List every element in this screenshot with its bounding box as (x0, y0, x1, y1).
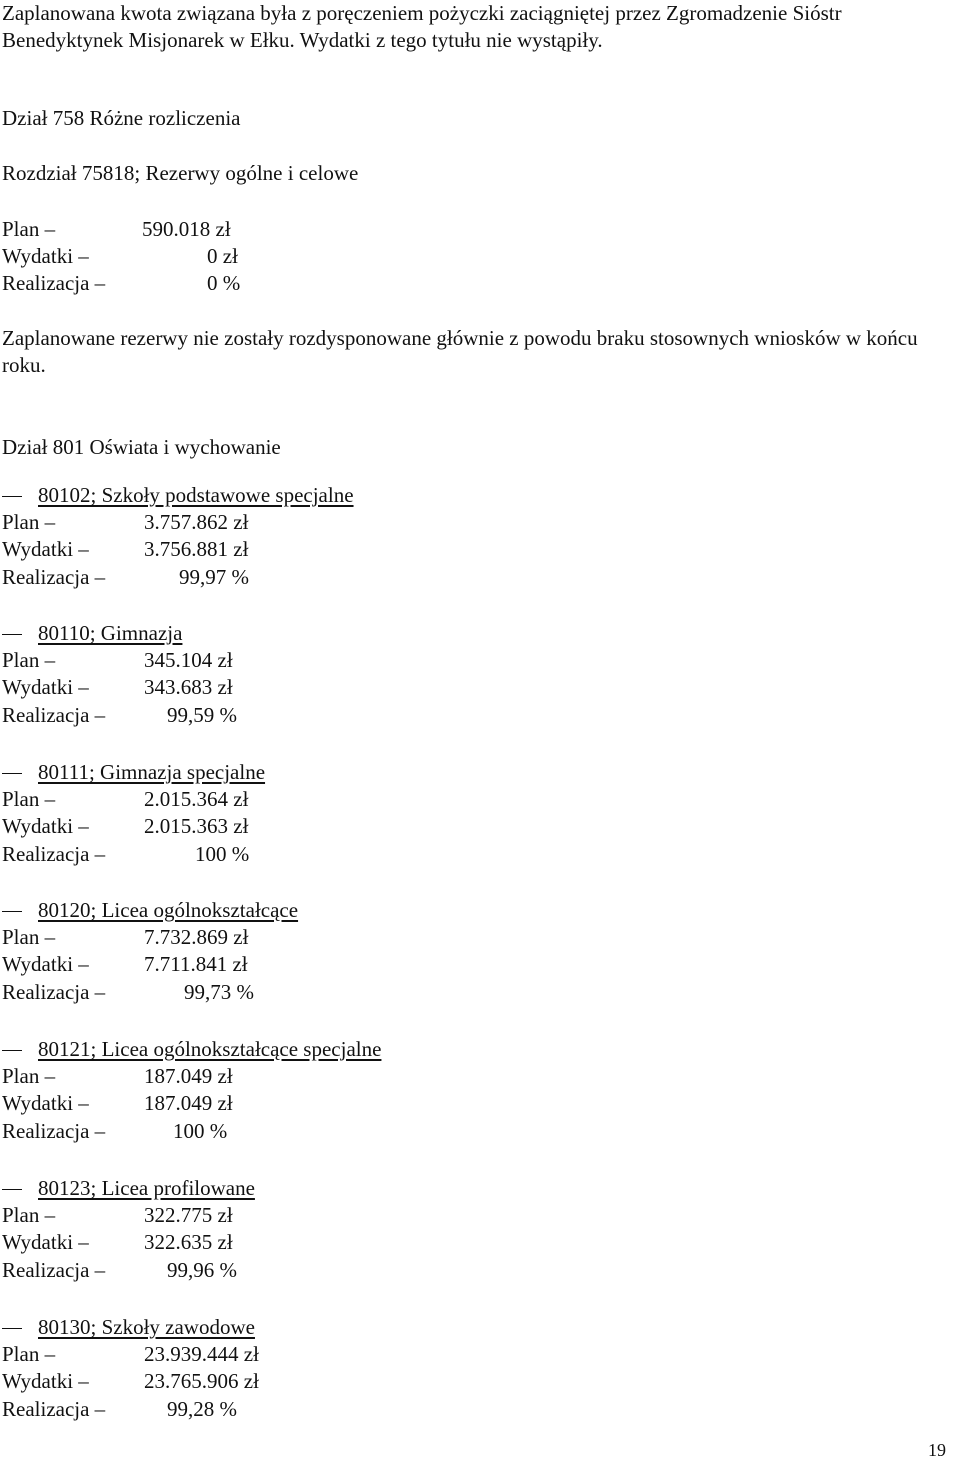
plan-row (2, 1202, 233, 1229)
realizacja-value: 100 % (173, 1119, 228, 1143)
section-title: 80120; Licea ogólnokształcące (38, 898, 299, 922)
realizacja-row (2, 270, 241, 297)
section-title: 80123; Licea profilowane (38, 1176, 255, 1200)
wydatki-label: Wydatki – (2, 244, 89, 268)
realizacja-value: 100 % (195, 842, 250, 866)
plan-row (2, 1341, 259, 1368)
dash-bullet (2, 496, 22, 497)
plan-label: Plan – (2, 925, 56, 949)
realizacja-label: Realizacja – (2, 980, 106, 1004)
realizacja-row (2, 1118, 228, 1145)
wydatki-value: 0 zł (207, 244, 238, 268)
page-number: 19 (928, 1440, 946, 1460)
wydatki-row (2, 951, 248, 978)
dzial-801-heading: Dział 801 Oświata i wychowanie (2, 435, 281, 459)
wydatki-row (2, 536, 249, 563)
realizacja-value: 99,96 % (167, 1258, 237, 1282)
realizacja-label: Realizacja – (2, 271, 106, 295)
dash-bullet (2, 1050, 22, 1051)
section-heading (2, 1175, 255, 1202)
wydatki-value: 322.635 zł (144, 1230, 233, 1254)
wydatki-row (2, 1229, 233, 1256)
plan-label: Plan – (2, 787, 56, 811)
wydatki-label: Wydatki – (2, 1369, 89, 1393)
wydatki-value: 23.765.906 zł (144, 1369, 259, 1393)
wydatki-row (2, 1090, 233, 1117)
realizacja-row (2, 564, 249, 591)
realizacja-value: 99,97 % (179, 565, 249, 589)
section-title: 80110; Gimnazja (38, 621, 183, 645)
section-heading (2, 1314, 255, 1341)
wydatki-value: 187.049 zł (144, 1091, 233, 1115)
plan-value: 590.018 zł (142, 217, 231, 241)
plan-label: Plan – (2, 1203, 56, 1227)
wydatki-row (2, 1368, 259, 1395)
plan-label: Plan – (2, 1342, 56, 1366)
wydatki-label: Wydatki – (2, 952, 89, 976)
section-title: 80111; Gimnazja specjalne (38, 760, 266, 784)
plan-value: 345.104 zł (144, 648, 233, 672)
wydatki-row (2, 243, 238, 270)
dash-bullet (2, 1328, 22, 1329)
plan-label: Plan – (2, 217, 56, 241)
realizacja-value: 99,28 % (167, 1397, 237, 1421)
wydatki-value: 3.756.881 zł (144, 537, 249, 561)
plan-row (2, 1063, 233, 1090)
realizacja-label: Realizacja – (2, 1119, 106, 1143)
wydatki-row (2, 674, 233, 701)
section-title: 80102; Szkoły podstawowe specjalne (38, 483, 354, 507)
dash-bullet (2, 911, 22, 912)
plan-row (2, 509, 249, 536)
dzial-758-heading: Dział 758 Różne rozliczenia (2, 106, 241, 130)
section-title: 80121; Licea ogólnokształcące specjalne (38, 1037, 382, 1061)
wydatki-row (2, 813, 249, 840)
realizacja-row (2, 841, 250, 868)
wydatki-label: Wydatki – (2, 814, 89, 838)
plan-value: 7.732.869 zł (144, 925, 249, 949)
dash-bullet (2, 1189, 22, 1190)
dash-bullet (2, 634, 22, 635)
plan-value: 3.757.862 zł (144, 510, 249, 534)
section-title: 80130; Szkoły zawodowe (38, 1315, 255, 1339)
section-heading (2, 482, 354, 509)
realizacja-label: Realizacja – (2, 1397, 106, 1421)
wydatki-value: 343.683 zł (144, 675, 233, 699)
realizacja-label: Realizacja – (2, 842, 106, 866)
wydatki-label: Wydatki – (2, 675, 89, 699)
realizacja-row (2, 979, 254, 1006)
wydatki-label: Wydatki – (2, 1230, 89, 1254)
section-heading (2, 1036, 381, 1063)
realizacja-value: 0 % (207, 271, 241, 295)
wydatki-value: 7.711.841 zł (144, 952, 248, 976)
plan-row (2, 216, 231, 243)
plan-row (2, 647, 233, 674)
section-heading (2, 897, 298, 924)
dash-bullet (2, 773, 22, 774)
rezerwy-note: Zaplanowane rezerwy nie zostały rozdysponowane głównie z powodu braku stosownych wniosków w końcu roku. (2, 326, 918, 377)
realizacja-value: 99,59 % (167, 703, 237, 727)
plan-value: 23.939.444 zł (144, 1342, 259, 1366)
plan-value: 2.015.364 zł (144, 787, 249, 811)
wydatki-value: 2.015.363 zł (144, 814, 249, 838)
section-heading (2, 759, 265, 786)
realizacja-value: 99,73 % (184, 980, 254, 1004)
plan-value: 322.775 zł (144, 1203, 233, 1227)
realizacja-row (2, 1257, 237, 1284)
wydatki-label: Wydatki – (2, 1091, 89, 1115)
plan-row (2, 924, 249, 951)
section-heading (2, 620, 182, 647)
realizacja-label: Realizacja – (2, 1258, 106, 1282)
realizacja-label: Realizacja – (2, 565, 106, 589)
realizacja-row (2, 702, 237, 729)
realizacja-row (2, 1396, 237, 1423)
rozdzial-75818-heading: Rozdział 75818; Rezerwy ogólne i celowe (2, 161, 359, 185)
plan-label: Plan – (2, 510, 56, 534)
wydatki-label: Wydatki – (2, 537, 89, 561)
intro-paragraph: Zaplanowana kwota związana była z poręczeniem pożyczki zaciągniętej przez Zgromadzenie Sióstr Benedyktynek Misjonarek w Ełku. Wydatki z tego tytułu nie wystąpiły. (2, 1, 842, 52)
realizacja-label: Realizacja – (2, 703, 106, 727)
plan-row (2, 786, 249, 813)
plan-value: 187.049 zł (144, 1064, 233, 1088)
plan-label: Plan – (2, 1064, 56, 1088)
plan-label: Plan – (2, 648, 56, 672)
